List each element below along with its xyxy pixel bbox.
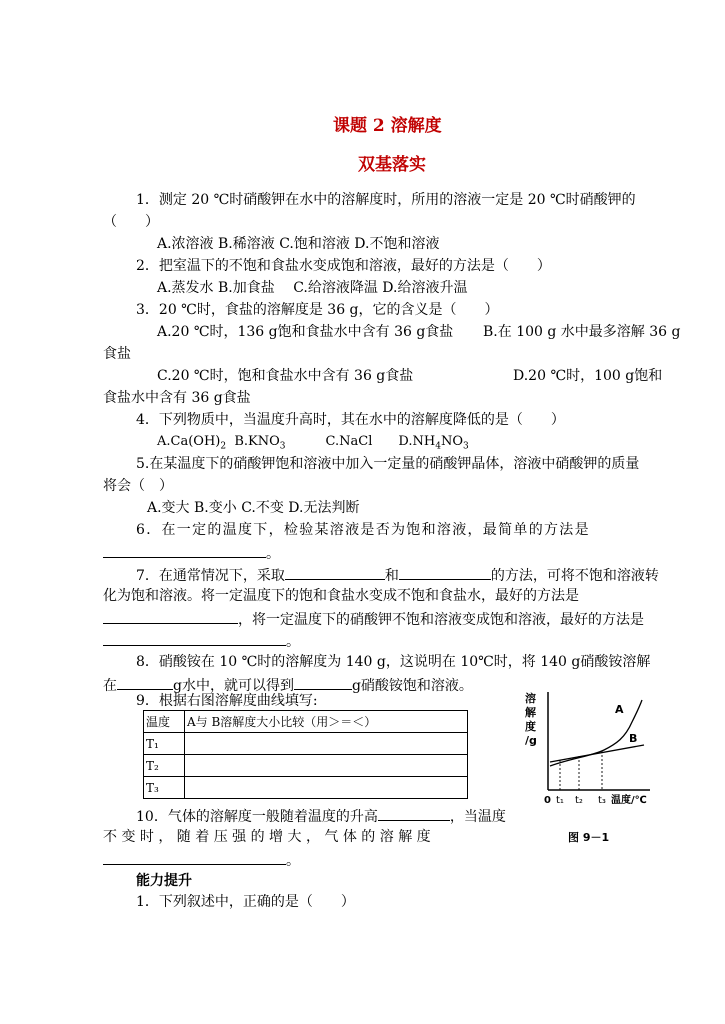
comparison-table [143,710,468,799]
x-tick-label: t₁ [556,795,564,806]
page-title: 课题 2 溶解度 [333,116,442,136]
q3-stem: 3．20 ℃时，食盐的溶解度是 36 g，它的含义是（ ） [136,302,499,318]
ability-q1-stem: 1．下列叙述中，正确的是（ ） [136,894,355,910]
q7-line4: 。 [103,631,300,651]
curve-b [550,745,644,762]
q7-line3: ，将一定温度下的硝酸钾不饱和溶液变成饱和溶液，最好的方法是 [103,609,644,629]
q10-blank-2[interactable] [103,850,286,865]
q3-option-c: C.20 ℃时，饱和食盐水中含有 36 g食盐 [157,368,414,384]
q9-stem: 9．根据右图溶解度曲线填写: [136,693,318,709]
q4-options: $A.Ca(OH)_2$ $B.KNO_3$ C.NaCl $D.NH_4NO_3$ [157,434,469,452]
q10-line2: 不 变 时 ， 随 着 压 强 的 增 大 ， 气 体 的 溶 解 度 [103,829,431,845]
curve-b-label: B [629,732,638,745]
q8-line1: 8．硝酸铵在 10 ℃时的溶解度为 140 g，这说明在 10℃时，将 140 g硝酸铵溶解 [136,654,651,670]
q7-line2: 化为饱和溶液。将一定温度下的饱和食盐水变成不饱和食盐水，最好的方法是 [103,588,579,604]
table-cell-answer[interactable] [185,777,468,799]
table-cell-temp: T₁ [144,733,185,755]
q6-answer-line: 。 [103,543,280,563]
table-row [144,733,468,755]
y-axis-label-char: 溶 [525,692,536,705]
y-axis-label-char: /g [525,734,537,747]
q2-stem: 2．把室温下的不饱和食盐水变成饱和溶液，最好的方法是（ ） [136,258,551,274]
q8-line2: 在 g水中，就可以得到 g硝酸铵饱和溶液。 [103,675,473,695]
q7-blank-3[interactable] [103,609,238,624]
figure-caption: 图 9－1 [568,831,610,844]
table-row [144,777,468,799]
q1-line2: （ ） [103,214,159,230]
q8-blank-2[interactable] [294,675,352,690]
q3-option-a: A.20 ℃时，136 g饱和食盐水中含有 36 g食盐 [157,324,454,340]
section-heading-ability: 能力提升 [136,873,192,889]
q5-options: A.变大 B.变小 C.不变 D.无法判断 [147,500,360,516]
q3-option-b: B.在 100 g 水中最多溶解 36 g [483,324,681,340]
q5-line1: 5.在某温度下的硝酸钾饱和溶液中加入一定量的硝酸钾晶体，溶液中硝酸钾的质量 [136,456,640,472]
q10-line1: 10．气体的溶解度一般随着温度的升高 ，当温度 [136,806,506,826]
x-tick-label: t₃ [598,795,606,806]
q10-blank-1[interactable] [378,806,450,821]
origin-label: 0 [544,795,551,806]
q5-line2: 将会（ ） [103,478,173,494]
q6-blank[interactable] [103,543,266,558]
q7-blank-4[interactable] [103,631,286,646]
q3-option-b-cont: 食盐 [103,346,131,362]
x-tick-label: t₂ [575,795,583,806]
section-heading-basics: 双基落实 [358,155,426,175]
q1-line1: 1．测定 20 ℃时硝酸钾在水中的溶解度时，所用的溶液一定是 20 ℃时硝酸钾的 [136,192,636,208]
q7-blank-2[interactable] [399,565,491,580]
q6-line1: 6．在一定的温度下，检验某溶液是否为饱和溶液，最简单的方法是 [136,522,590,538]
table-header-row [144,711,468,733]
q1-options: A.浓溶液 B.稀溶液 C.饱和溶液 D.不饱和溶液 [157,236,440,252]
q3-option-d: D.20 ℃时，100 g饱和 [513,368,663,384]
table-row [144,755,468,777]
y-axis-label-char: 解 [525,706,536,719]
q4-stem: 4．下列物质中，当温度升高时，其在水中的溶解度降低的是（ ） [136,412,565,428]
q2-options: A.蒸发水 B.加食盐 C.给溶液降温 D.给溶液升温 [157,280,468,296]
table-cell-temp: T₂ [144,755,185,777]
solubility-curve-figure [522,686,672,846]
table-header-temp: 温度 [144,711,185,733]
q8-blank-1[interactable] [117,675,173,690]
curve-a-label: A [615,703,624,716]
table-header-compare: A与 B溶解度大小比较（用＞＝＜） [185,711,468,733]
q7-line1: 7．在通常情况下，采取 和 的方法，可将不饱和溶液转 [136,565,659,585]
table-cell-answer[interactable] [185,733,468,755]
y-axis-label-char: 度 [525,720,536,733]
q10-line3: 。 [103,850,300,870]
q3-option-d-cont: 食盐水中含有 36 g食盐 [103,390,251,406]
table-cell-answer[interactable] [185,755,468,777]
table-cell-temp: T₃ [144,777,185,799]
x-axis-label: 温度/℃ [611,795,647,806]
q7-blank-1[interactable] [285,565,385,580]
